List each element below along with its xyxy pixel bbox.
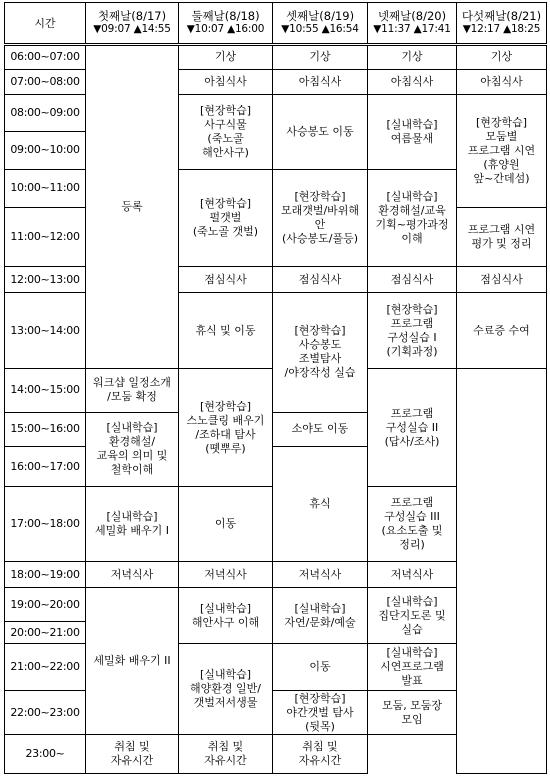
activity-cell <box>273 45 368 70</box>
activity-cell <box>457 267 547 293</box>
activity-line: 소야도 이동 <box>291 422 349 436</box>
time-cell: 13:00~14:00 <box>5 293 86 369</box>
activity-cell <box>273 293 368 412</box>
activity-cell <box>457 94 547 207</box>
activity-cell <box>86 368 179 412</box>
activity-cell <box>179 487 273 562</box>
activity-cell <box>273 267 368 293</box>
activity-line: [실내학습] <box>294 601 346 615</box>
activity-cell <box>179 94 273 169</box>
activity-cell <box>368 169 457 267</box>
activity-line: (죽노골 갯벌) <box>192 224 259 238</box>
activity-cell <box>368 267 457 293</box>
activity-line: 프로그램 시연 <box>467 143 536 157</box>
activity-line: 점심식사 <box>480 272 523 286</box>
header-row <box>5 3 547 45</box>
activity-line: /모둠 확정 <box>107 390 157 404</box>
activity-line: 아침식사 <box>480 74 523 88</box>
activity-line: 세밀화 배우기 II <box>93 654 171 668</box>
activity-line: 프로그램 <box>390 496 434 510</box>
activity-line: (뒷목) <box>305 719 335 733</box>
time-cell: 08:00~09:00 <box>5 94 86 131</box>
activity-line: 환경해설/ <box>108 435 156 449</box>
activity-cell <box>86 487 179 562</box>
activity-line: 모래갯벌/바위해 <box>280 203 360 217</box>
activity-line: 워크샵 일정소개 <box>93 376 171 390</box>
activity-cell <box>86 735 179 774</box>
activity-line: 자연/문화/예술 <box>284 615 356 629</box>
activity-cell <box>179 562 273 588</box>
activity-cell <box>179 368 273 486</box>
time-cell: 19:00~20:00 <box>5 588 86 622</box>
activity-line: [실내학습] <box>386 189 438 203</box>
time-cell: 21:00~22:00 <box>5 644 86 691</box>
activity-line: 갯벌저서생물 <box>193 696 258 710</box>
activity-line: 저녁식사 <box>204 567 247 581</box>
activity-line: 해안사구 이해 <box>191 615 260 629</box>
activity-cell <box>273 169 368 267</box>
time-cell: 11:00~12:00 <box>5 208 86 267</box>
activity-cell <box>179 169 273 267</box>
activity-cell <box>86 588 179 735</box>
activity-cell <box>368 644 457 691</box>
time-cell: 14:00~15:00 <box>5 368 86 412</box>
activity-line: 집단지도론 및 <box>378 608 446 622</box>
activity-line: [현장학습] <box>199 103 252 117</box>
activity-line: [실내학습] <box>199 601 252 615</box>
activity-line: 평가 및 정리 <box>471 237 532 251</box>
activity-line: 펄갯벌 <box>209 210 242 224</box>
activity-line: [현장학습] <box>294 691 346 705</box>
activity-line: [현장학습] <box>294 189 346 203</box>
activity-line: 구성실습 I <box>387 330 437 344</box>
activity-line: (똇뿌루) <box>205 441 246 455</box>
activity-line: 이동 <box>309 659 331 673</box>
activity-line: 취침 및 <box>302 740 338 754</box>
day-header: 다섯째날(8/21) ▼12:17 ▲18:25 <box>457 3 547 45</box>
activity-line: 자유시간 <box>298 754 342 768</box>
activity-line: [현장학습] <box>475 115 528 129</box>
activity-cell <box>179 45 273 70</box>
time-cell: 07:00~08:00 <box>5 69 86 94</box>
activity-cell <box>86 412 179 487</box>
activity-cell <box>368 45 457 70</box>
activity-line: 발표 <box>401 673 423 687</box>
activity-line: [실내학습] <box>106 510 158 524</box>
activity-line: 등록 <box>121 199 143 213</box>
activity-cell <box>368 562 457 588</box>
day-header: 첫째날(8/17) ▼09:07 ▲14:55 <box>86 3 179 45</box>
activity-line: 휴식 및 이동 <box>195 323 256 337</box>
activity-line: 아침식사 <box>204 74 247 88</box>
activity-cell <box>273 69 368 94</box>
activity-line: [실내학습] <box>386 594 438 608</box>
activity-line: /조하대 탐사 <box>195 427 256 441</box>
activity-line: 취침 및 <box>207 740 244 754</box>
day-header: 둘째날(8/18) ▼10:07 ▲16:00 <box>179 3 273 45</box>
activity-line: (사승봉도/풀등) <box>281 231 359 245</box>
activity-line: [실내학습] <box>106 421 158 435</box>
activity-line: [현장학습] <box>199 399 252 413</box>
activity-line: 프로그램 시연 <box>467 223 536 237</box>
activity-cell <box>368 690 457 735</box>
activity-cell <box>273 644 368 691</box>
time-row <box>5 45 547 70</box>
activity-line: 교육의 의미 및 <box>96 449 168 463</box>
activity-line: 점심식사 <box>298 272 342 286</box>
time-cell: 15:00~16:00 <box>5 412 86 446</box>
activity-line: 환경해설/교육 <box>378 203 446 217</box>
activity-cell <box>368 368 457 486</box>
activity-cell <box>457 208 547 267</box>
activity-cell <box>368 293 457 369</box>
activity-line: [실내학습] <box>386 117 438 131</box>
activity-line: 여름물새 <box>390 131 434 145</box>
activity-cell <box>86 45 179 369</box>
activity-line: 저녁식사 <box>390 567 434 581</box>
activity-line: 구성실습 III <box>384 510 440 524</box>
activity-line: 아침식사 <box>390 74 434 88</box>
activity-line: 이동 <box>214 517 237 531</box>
activity-line: 자유시간 <box>204 754 247 768</box>
activity-cell <box>273 588 368 644</box>
activity-line: 구성실습 II <box>385 420 439 434</box>
activity-line: [실내학습] <box>386 645 438 659</box>
activity-cell <box>457 293 547 369</box>
activity-line: 저녁식사 <box>110 567 154 581</box>
activity-line: 앞~간데섬) <box>473 171 530 185</box>
activity-cell <box>457 45 547 70</box>
activity-line: 기상 <box>214 50 237 64</box>
activity-cell <box>273 735 368 774</box>
activity-line: 수료증 수여 <box>473 323 530 337</box>
activity-cell <box>273 690 368 735</box>
time-cell: 23:00~ <box>5 735 86 774</box>
time-cell: 20:00~21:00 <box>5 622 86 644</box>
activity-line: (휴양원 <box>483 157 520 171</box>
activity-line: 저녁식사 <box>298 567 342 581</box>
activity-cell <box>179 293 273 369</box>
activity-line: (죽노골 <box>207 131 244 145</box>
activity-line: 프로그램 <box>390 406 434 420</box>
schedule-table <box>4 2 547 774</box>
activity-line: 휴식 <box>309 496 331 510</box>
activity-line: 아침식사 <box>298 74 342 88</box>
activity-line: 기상 <box>309 50 331 64</box>
activity-line: [현장학습] <box>386 302 438 316</box>
activity-cell <box>179 735 273 774</box>
time-header: 시간 <box>5 3 86 45</box>
activity-cell <box>273 446 368 561</box>
activity-line: [현장학습] <box>294 324 346 338</box>
activity-line: 시연프로그램 <box>380 659 444 673</box>
activity-line: [현장학습] <box>199 196 252 210</box>
time-cell: 17:00~18:00 <box>5 487 86 562</box>
activity-line: 스노클링 배우기 <box>186 413 265 427</box>
activity-line: 모둠, 모둠장 <box>381 698 443 712</box>
activity-cell <box>457 69 547 94</box>
activity-cell <box>368 588 457 644</box>
time-cell: 18:00~19:00 <box>5 562 86 588</box>
activity-cell <box>179 69 273 94</box>
activity-cell <box>86 562 179 588</box>
day-header: 넷째날(8/20) ▼11:37 ▲17:41 <box>368 3 457 45</box>
activity-line: 세밀화 배우기 I <box>95 524 169 538</box>
activity-line: 점심식사 <box>390 272 434 286</box>
activity-line: (기획과정) <box>386 344 438 358</box>
activity-line: 철학이해 <box>110 463 154 477</box>
time-cell: 12:00~13:00 <box>5 267 86 293</box>
activity-line: 기획~평가과정 <box>375 217 449 231</box>
activity-cell <box>179 588 273 644</box>
activity-cell <box>368 94 457 169</box>
activity-cell <box>368 487 457 562</box>
time-cell: 06:00~07:00 <box>5 45 86 70</box>
activity-cell <box>179 644 273 735</box>
activity-line: 기상 <box>401 50 423 64</box>
activity-line: 해안사구) <box>202 145 249 159</box>
activity-line: 실습 <box>401 622 423 636</box>
activity-cell <box>368 69 457 94</box>
activity-line: 야간갯벌 탐사 <box>286 705 354 719</box>
activity-line: (답사/조사) <box>384 434 440 448</box>
activity-cell <box>179 267 273 293</box>
activity-line: /야장작성 실습 <box>284 366 356 380</box>
activity-line: (요소도출 및 <box>381 524 443 538</box>
activity-line: 사구식물 <box>204 117 247 131</box>
activity-cell <box>273 94 368 169</box>
time-cell: 10:00~11:00 <box>5 169 86 207</box>
activity-line: 정리) <box>399 538 425 552</box>
activity-line: 자유시간 <box>110 754 154 768</box>
blank-cell <box>457 368 547 773</box>
activity-line: 프로그램 <box>390 316 434 330</box>
activity-line: 점심식사 <box>204 272 247 286</box>
activity-line: [실내학습] <box>199 668 252 682</box>
activity-cell <box>273 562 368 588</box>
activity-line: 안 <box>314 217 326 231</box>
time-cell: 09:00~10:00 <box>5 132 86 169</box>
activity-line: 모임 <box>401 712 423 726</box>
activity-line: 이해 <box>401 231 423 245</box>
activity-cell <box>273 412 368 446</box>
activity-line: 기상 <box>490 50 513 64</box>
day-header: 셋째날(8/19) ▼10:55 ▲16:54 <box>273 3 368 45</box>
activity-line: 모둠별 <box>485 129 518 143</box>
activity-line: 사승봉도 이동 <box>286 124 354 138</box>
time-cell: 16:00~17:00 <box>5 446 86 487</box>
time-cell: 22:00~23:00 <box>5 690 86 735</box>
activity-line: 조별탐사 <box>298 352 342 366</box>
activity-line: 사승봉도 <box>298 338 342 352</box>
activity-line: 취침 및 <box>114 740 150 754</box>
activity-line: 해양환경 일반/ <box>190 682 261 696</box>
